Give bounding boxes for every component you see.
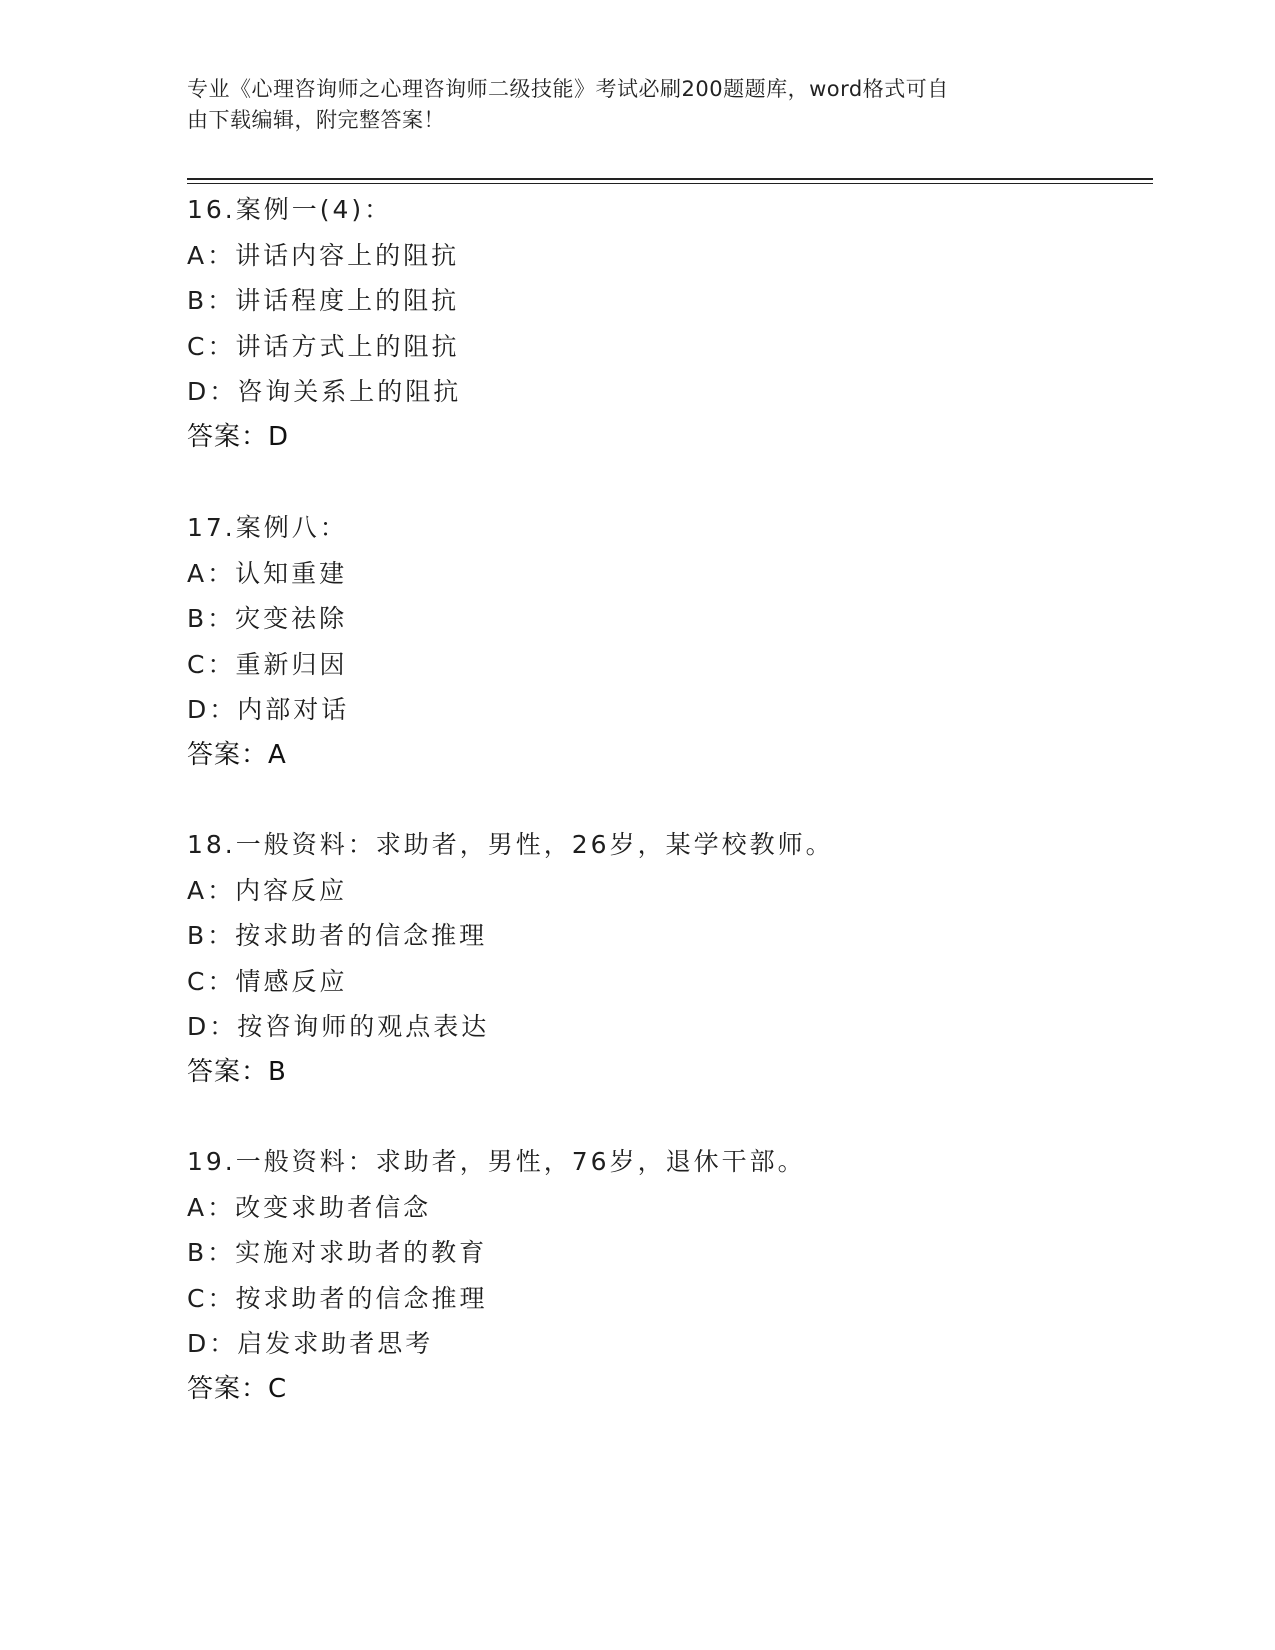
header-rule-thin — [187, 183, 1153, 184]
header-line-1: 专业《心理咨询师之心理咨询师二级技能》考试必刷200题题库，word格式可自 — [187, 77, 949, 101]
option-a: A：认知重建 — [187, 558, 348, 588]
question-stem: 18.一般资料：求助者，男性，26岁，某学校教师。 — [187, 830, 834, 859]
question-stem: 17.案例八： — [187, 513, 348, 542]
option-d: D：内部对话 — [187, 695, 350, 725]
option-d: D：咨询关系上的阻抗 — [187, 377, 462, 407]
option-c: C：重新归因 — [187, 649, 348, 679]
question-19 — [187, 1139, 1147, 1413]
answer: 答案：D — [187, 421, 290, 452]
question-18 — [187, 822, 1147, 1096]
question-16 — [187, 187, 1147, 461]
header-rule-thick — [187, 178, 1153, 180]
option-b: B：按求助者的信念推理 — [187, 921, 488, 951]
option-c: C：按求助者的信念推理 — [187, 1283, 488, 1313]
answer: 答案：B — [187, 1056, 287, 1087]
option-a: A：讲话内容上的阻抗 — [187, 240, 460, 270]
document-header — [187, 74, 1067, 136]
option-a: A：改变求助者信念 — [187, 1192, 432, 1222]
answer: 答案：A — [187, 739, 287, 770]
answer: 答案：C — [187, 1373, 288, 1404]
header-line-2: 由下载编辑，附完整答案！ — [187, 108, 445, 132]
option-b: B：灾变祛除 — [187, 604, 348, 634]
option-d: D：启发求助者思考 — [187, 1329, 434, 1359]
option-a: A：内容反应 — [187, 875, 348, 905]
option-b: B：实施对求助者的教育 — [187, 1238, 488, 1268]
option-c: C：情感反应 — [187, 966, 348, 996]
option-b: B：讲话程度上的阻抗 — [187, 286, 460, 316]
question-stem: 16.案例一(4)： — [187, 195, 393, 224]
option-c: C：讲话方式上的阻抗 — [187, 331, 460, 361]
question-stem: 19.一般资料：求助者，男性，76岁，退休干部。 — [187, 1147, 806, 1176]
option-d: D：按咨询师的观点表达 — [187, 1012, 490, 1042]
question-17 — [187, 505, 1147, 779]
